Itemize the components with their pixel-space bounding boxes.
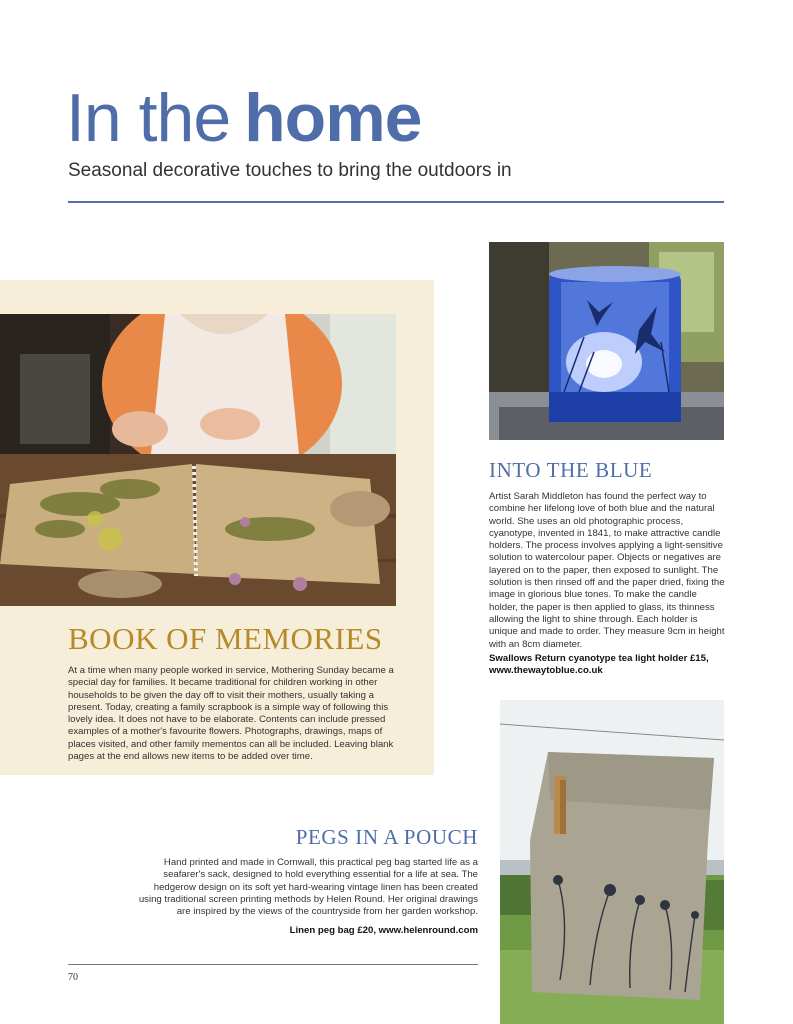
candle-holder-photo	[489, 242, 724, 440]
page-subtitle: Seasonal decorative touches to bring the outdoors in	[68, 160, 512, 181]
into-the-blue-credit	[489, 653, 727, 678]
credit-url: www.thewaytoblue.co.uk	[489, 665, 603, 677]
pegs-in-a-pouch-credit: Linen peg bag £20, www.helenround.com	[289, 925, 478, 936]
scrapbook-photo	[0, 314, 396, 606]
header-divider	[68, 201, 724, 203]
title-light: In the	[66, 80, 231, 156]
book-of-memories-body: At a time when many people worked in service, Mothering Sunday became a special day for families. It became traditional for children working in other households to be given the day off to visit their mothers, usually taking a present. Today, creating a family scrapbook is a simple way of following this lovely idea. It does not have to be elaborate. Contents can include pressed examples of a mother's favourite flowers. Photographs, drawings, maps of places visited, and other family mementos can all be included. Leaving blank pages at the end allows new items to be added over time.	[68, 665, 394, 763]
into-the-blue-heading: INTO THE BLUE	[489, 458, 653, 482]
footer-divider	[68, 964, 478, 965]
book-of-memories-heading: BOOK OF MEMORIES	[68, 621, 383, 656]
pegs-in-a-pouch-body: Hand printed and made in Cornwall, this practical peg bag started life as a seafarer's sack, designed to hold everything essential for a life at sea. The hedgerow design on its soft yet hard-wearing vintage linen has been created using traditional screen printing methods by Helen Round. Her original drawings are inspired by the views of the countryside from her garden workshop.	[138, 857, 478, 918]
into-the-blue-body: Artist Sarah Middleton has found the perfect way to combine her lifelong love of both blue and the natural world. She uses an old photographic process, cyanotype, invented in 1841, to make attractive candle holders. The process involves applying a light-sensitive solution to watercolour paper. Objects or negatives are layered on to the paper, then exposed to sunlight. The solution is then rinsed off and the paper dried, fixing the image in glorious blue tones. To make the candle holder, the paper is then applied to glass, its thinness allowing the light to shine through. Each holder is unique and made to order. They measure 9cm in height with an 8cm diameter.	[489, 491, 725, 650]
page-title	[66, 78, 422, 158]
peg-bag-photo	[500, 700, 724, 1024]
title-bold: home	[244, 80, 422, 156]
page-number: 70	[68, 972, 78, 983]
pegs-in-a-pouch-heading: PEGS IN A POUCH	[295, 825, 478, 849]
credit-product: Swallows Return cyanotype tea light holder £15,	[489, 653, 709, 664]
